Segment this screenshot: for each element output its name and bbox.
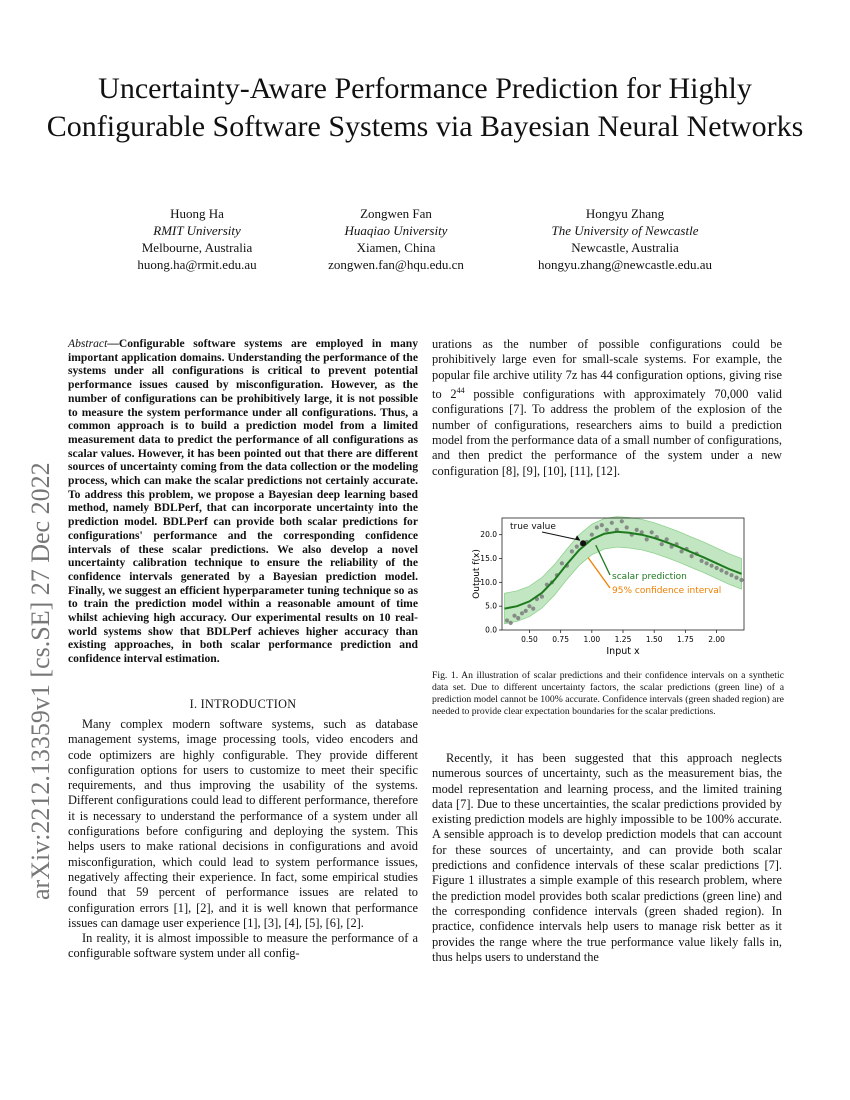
data-point: [520, 611, 524, 615]
x-tick-label: 1.00: [583, 635, 601, 644]
paper-title: Uncertainty-Aware Performance Prediction for Highly Configurable Software Systems via Bayesian Neural Networks: [46, 72, 804, 143]
arrow-confidence-interval: [588, 558, 610, 588]
data-point: [540, 595, 544, 599]
right-column-paragraph-1: [432, 337, 782, 479]
author-location: Melbourne, Australia: [141, 240, 253, 255]
data-point: [600, 523, 604, 527]
data-point: [739, 578, 743, 582]
author-email[interactable]: zongwen.fan@hqu.edu.cn: [328, 257, 464, 272]
data-point: [590, 533, 594, 537]
x-tick-label: 1.75: [677, 635, 694, 644]
data-point: [734, 576, 738, 580]
right-paragraph-2: Recently, it has been suggested that this approach neglects numerous sources of uncertainty, such as the measurement bias, the model representation and learning process, and the limited training data [7]. Due to these uncertainties, the scalar predictions provided by existing prediction models are highly impossible to be 100% accurate. A sensible approach is to develop prediction models that can account for these sources of uncertainty, and can provide both scalar predictions and confidence intervals of these scalar predictions [7]. Figure 1 illustrates a simple example of this research problem, where the prediction model provides both scalar predictions (green line) and the corresponding confidence intervals (green shaded region). In practice, confidence intervals help users to manage risk better as it provides the range where the true performance value likely falls in, thus helps users to understand the: [432, 751, 782, 964]
data-point: [527, 604, 531, 608]
y-tick-label: 10.0: [480, 577, 497, 587]
data-point: [531, 607, 535, 611]
data-point: [705, 561, 709, 565]
y-tick-label: 5.0: [485, 601, 497, 611]
data-point: [516, 616, 520, 620]
author-affiliation: The University of Newcastle: [551, 223, 699, 238]
annotation-confidence-interval: 95% confidence interval: [612, 586, 722, 596]
data-point: [595, 525, 599, 529]
introduction-body: [68, 717, 418, 962]
author-name: Hongyu Zhang: [585, 206, 665, 221]
right-column-paragraph-2: [432, 751, 782, 965]
data-point: [635, 528, 639, 532]
y-axis-label: Output f(x): [472, 549, 482, 599]
arrow-true-value: [542, 532, 580, 540]
author-3: [505, 205, 745, 273]
data-point: [605, 528, 609, 532]
x-axis-label: Input x: [606, 646, 640, 657]
data-point: [724, 571, 728, 575]
author-email[interactable]: hongyu.zhang@newcastle.edu.au: [537, 257, 713, 272]
section-heading-introduction: I. INTRODUCTION: [189, 697, 297, 711]
data-point: [710, 564, 714, 568]
data-point: [524, 609, 528, 613]
data-point: [700, 559, 704, 563]
y-tick-label: 15.0: [480, 554, 497, 564]
figure-1-caption: Fig. 1. An illustration of scalar predictions and their confidence intervals on a synthetic data set. Due to different uncertainty factors, the scalar predictions (green line) of a prediction model cannot be 100% accurate. Confidence intervals (green shaded region) are needed to provide clear expectation boundaries for the scalar predictions.: [432, 670, 784, 717]
x-tick-label: 1.50: [645, 635, 663, 644]
x-tick-label: 2.00: [708, 635, 725, 644]
data-point: [715, 566, 719, 570]
author-2: [276, 205, 516, 273]
author-affiliation: Huaqiao University: [344, 223, 448, 238]
superscript: 44: [456, 385, 465, 395]
data-point: [680, 549, 684, 553]
true-value-point: [580, 540, 586, 546]
data-point: [512, 614, 516, 618]
x-tick-label: 1.25: [614, 635, 632, 644]
data-point: [660, 542, 664, 546]
text-run: possible configurations with approximately 70,000 valid configurations [7]. To address the problem of the explosion of the number of configurations, researchers aims to build a prediction model from the performance data of a small number of configurations, and then predict the performance of the system under a new configuration [8], [9], [10], [11], [12].: [432, 387, 782, 478]
author-name: Zongwen Fan: [360, 206, 432, 221]
data-point: [610, 521, 614, 525]
author-name: Huong Ha: [170, 206, 224, 221]
author-email[interactable]: huong.ha@rmit.edu.au: [137, 257, 257, 272]
y-tick-label: 20.0: [480, 530, 497, 540]
data-point: [560, 561, 564, 565]
text-run: urations as the number of possible configurations could be prohibitively large even for small-scale systems. For example, the popular file archive utility 7z has 44 configuration options, giving rise to 2: [432, 337, 782, 402]
data-point: [729, 573, 733, 577]
data-point: [645, 537, 649, 541]
data-point: [690, 554, 694, 558]
figure-1: [470, 512, 760, 662]
y-tick-label: 0.0: [485, 625, 497, 635]
intro-paragraph-2: In reality, it is almost impossible to measure the performance of a configurable software system under all config-: [68, 931, 418, 961]
data-point: [650, 530, 654, 534]
annotation-true-value: true value: [510, 522, 556, 532]
data-point: [509, 621, 513, 625]
x-tick-label: 0.50: [521, 635, 538, 644]
data-point: [719, 568, 723, 572]
data-point: [575, 545, 579, 549]
intro-paragraph-1: Many complex modern software systems, such as database management systems, image processing tools, video encoders and code optimizers are highly configurable. They provide different configuration options for users to customize to meet their specific requirements, and thus improving the usability of the systems. Different configurations could lead to different performance, therefore it is necessary to understand the performance of a system under all configurations before configuring and deploying the system. This helps users to make rational decisions in configurations and avoid misconfiguration, which could lead to system performance issues, negatively affecting their experience. In fact, some empirical studies found that 59 percent of performance issues are related to configuration errors [1], [2], and it is well known that performance issues can damage user experience [1], [3], [4], [5], [6], [2].: [68, 717, 418, 930]
author-location: Newcastle, Australia: [571, 240, 679, 255]
data-point: [625, 525, 629, 529]
abstract-text: —Configurable software systems are employed in many important application domains. Understanding the performance of the systems under all configurations is critical to prevent potential performance issues caused by misconfiguration. However, as the number of configurations can be prohibitively large, it is not possible to measure the system performance under all configurations. Thus, a common approach is to build a prediction model from a limited measurement data to predict the performance of all configurations as scalar values. However, it has been pointed out that there are different sources of uncertainty coming from the data collection or the modeling process, which can make the scalar predictions not certainly accurate. To address this problem, we propose a Bayesian deep learning based method, namely BDLPerf, that can incorporate uncertainty into the prediction model. BDLPerf can provide both scalar predictions for configurations' performance and the corresponding confidence intervals of these scalar predictions. We also develop a novel uncertainty calibration technique to ensure the reliability of the confidence intervals generated by a Bayesian prediction model. Finally, we suggest an efficient hyperparameter tuning technique so as to train the prediction model within a reasonable amount of time whilst achieving high accuracy. Our experimental results on 10 real-world systems show that BDLPerf achieves higher accuracy than existing approaches, in both scalar performance prediction and confidence interval estimation.: [68, 337, 418, 666]
abstract-label: Abstract: [68, 337, 108, 350]
figure-1-chart: [470, 512, 760, 662]
abstract: [68, 337, 418, 666]
annotation-scalar-prediction: scalar prediction: [612, 572, 687, 582]
data-point: [505, 618, 509, 622]
x-tick-label: 0.75: [552, 635, 569, 644]
author-location: Xiamen, China: [356, 240, 436, 255]
data-point: [570, 549, 574, 553]
data-point: [620, 519, 624, 523]
arxiv-stamp: arXiv:2212.13359v1 [cs.SE] 27 Dec 2022: [26, 462, 55, 900]
author-affiliation: RMIT University: [153, 223, 241, 238]
